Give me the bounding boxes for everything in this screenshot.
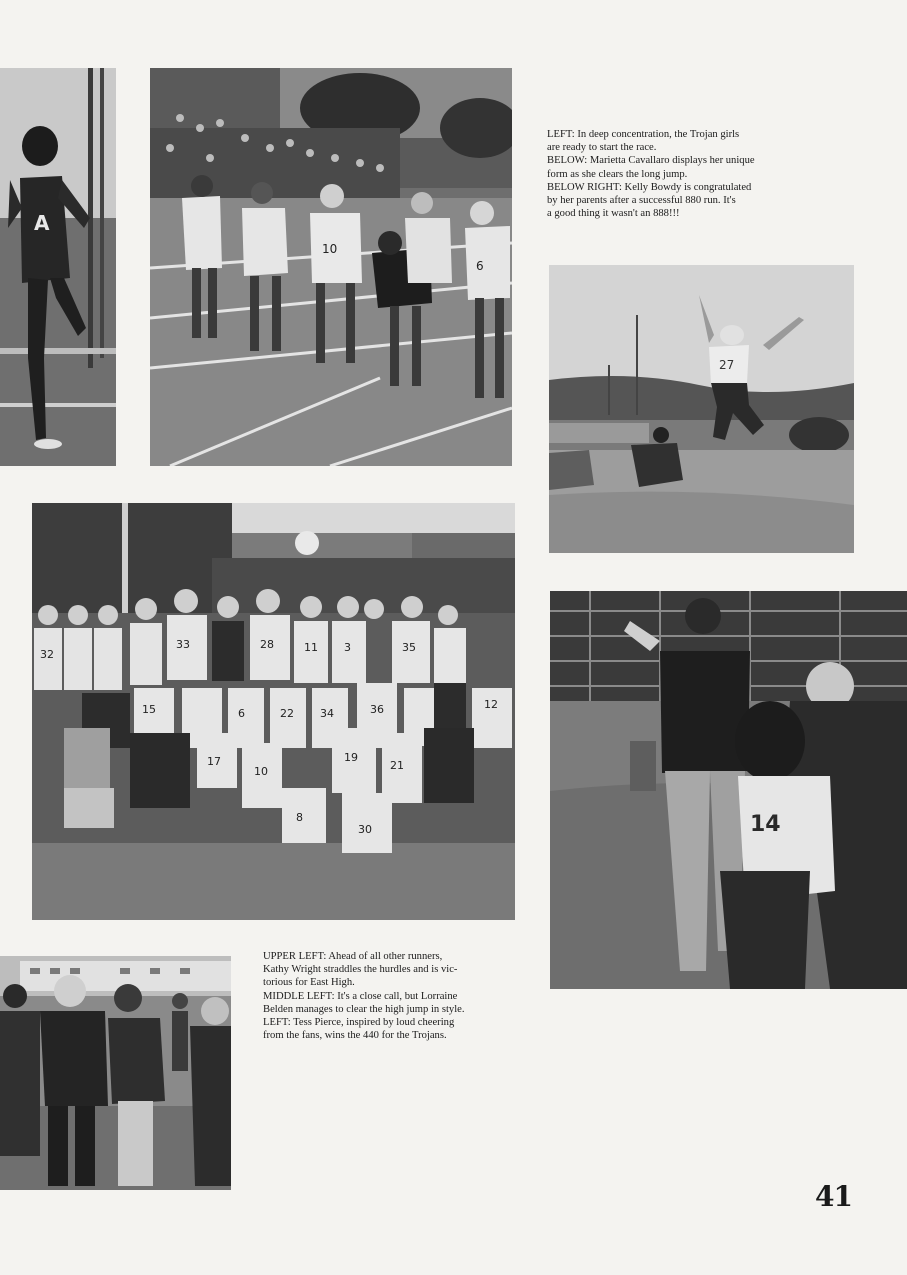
team-jersey-19: 19	[344, 751, 358, 764]
caption-line: a good thing it wasn't an 888!!!	[547, 208, 680, 220]
caption-line: are ready to start the race.	[547, 142, 657, 154]
team-jersey-11: 11	[304, 641, 318, 654]
hug-jersey-14: 14	[750, 812, 781, 837]
hurdler-jersey-letter: A	[34, 211, 50, 235]
caption-line: BELOW: Marietta Cavallaro displays her unique	[547, 155, 755, 167]
caption-line: UPPER LEFT: Ahead of all other runners,	[263, 951, 443, 962]
team-jersey-6: 6	[238, 707, 245, 720]
caption-line: BELOW RIGHT: Kelly Bowdy is congratulated	[547, 181, 752, 193]
team-jersey-21: 21	[390, 759, 404, 772]
caption-line: torious for East High.	[263, 977, 355, 989]
photo-hurdler	[0, 68, 116, 466]
team-jersey-8: 8	[296, 811, 303, 824]
caption-top-right	[547, 128, 847, 220]
team-jersey-10: 10	[254, 765, 268, 778]
team-jersey-33: 33	[176, 638, 190, 651]
team-jersey-30: 30	[358, 823, 372, 836]
photo-crowd	[0, 956, 231, 1190]
caption-line: Kathy Wright straddles the hurdles and is vic-	[263, 964, 458, 976]
caption-line: MIDDLE LEFT: It's a close call, but Lorraine	[263, 990, 458, 1002]
long-jump-jersey-27: 27	[719, 358, 735, 372]
photo-hug	[550, 591, 907, 989]
photo-long-jump	[549, 265, 854, 553]
team-jersey-15: 15	[142, 703, 156, 716]
race-start-jersey-6: 6	[476, 259, 484, 273]
caption-line: LEFT: Tess Pierce, inspired by loud cheering	[263, 1017, 455, 1029]
caption-line: from the fans, wins the 440 for the Trojans.	[263, 1030, 447, 1042]
page-number: 41	[815, 1180, 852, 1213]
team-jersey-36: 36	[370, 703, 384, 716]
race-start-jersey-10: 10	[322, 242, 338, 256]
caption-bottom-middle	[263, 950, 533, 1042]
caption-line: LEFT: In deep concentration, the Trojan girls	[547, 129, 740, 140]
caption-line: Belden manages to clear the high jump in style.	[263, 1003, 465, 1015]
caption-line: by her parents after a successful 880 run. It's	[547, 195, 736, 207]
team-jersey-12: 12	[484, 698, 498, 711]
caption-line: form as she clears the long jump.	[547, 168, 688, 180]
team-jersey-3: 3	[344, 641, 351, 654]
team-jersey-22: 22	[280, 707, 294, 720]
photo-race-start	[150, 68, 512, 466]
team-jersey-34: 34	[320, 707, 334, 720]
team-jersey-17: 17	[207, 755, 221, 768]
team-jersey-28: 28	[260, 638, 274, 651]
team-jersey-32: 32	[40, 648, 54, 661]
photo-team-group	[32, 503, 515, 920]
team-jersey-35: 35	[402, 641, 416, 654]
